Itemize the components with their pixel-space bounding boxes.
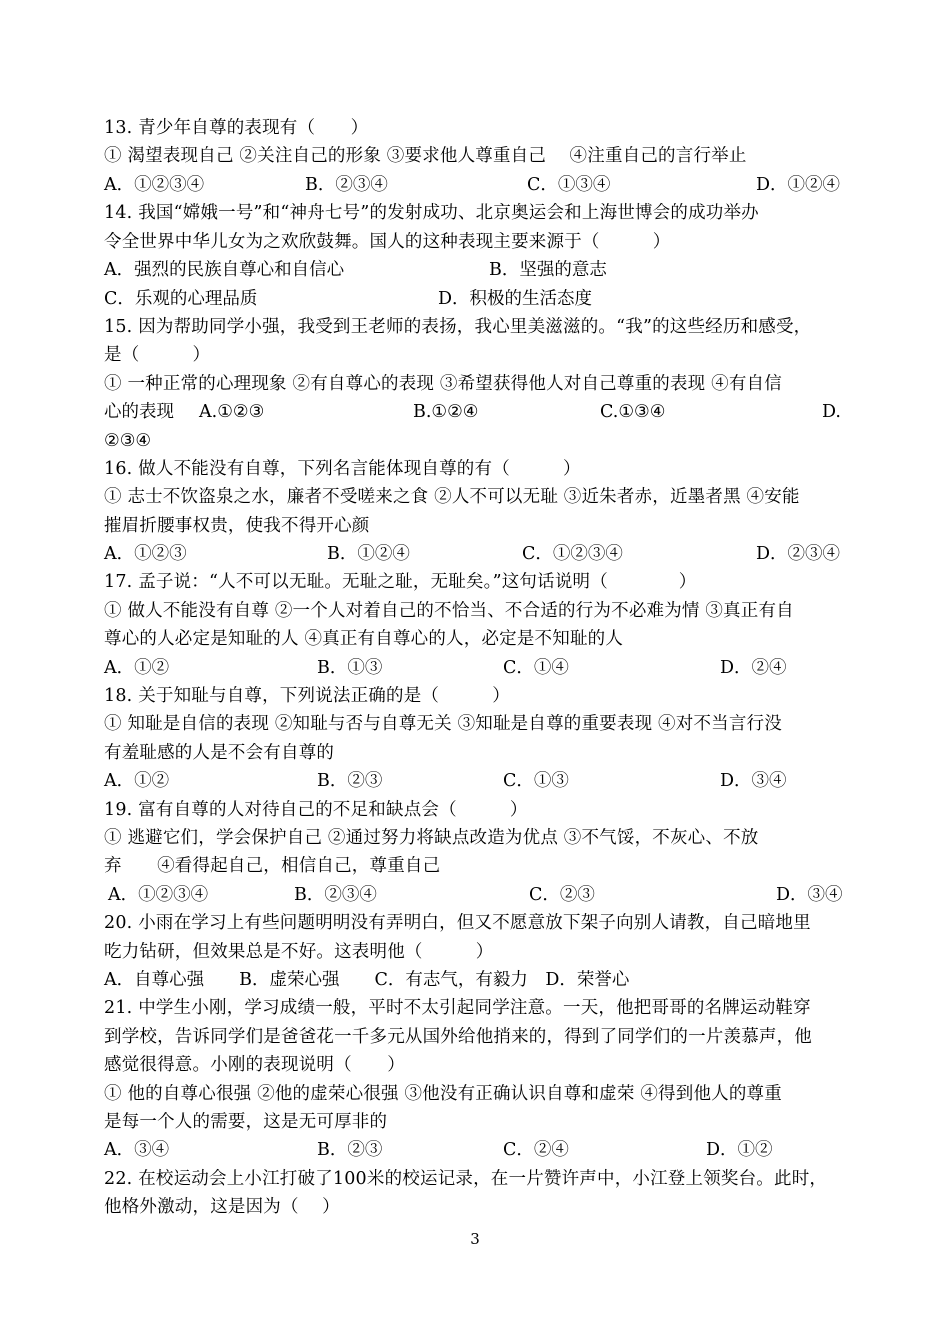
question-15-option-a: A.①②③ [199,402,265,422]
question-22-stem-line2: 他格外激动，这是因为（ ） [104,1197,340,1217]
question-17-statements-line1: ① 做人不能没有自尊 ②一个人对着自己的不恰当、不合适的行为不必难为情 ③真正有自 [104,601,794,621]
question-15-option-c: C.①③④ [600,402,666,422]
question-16-option-c: C．①②③④ [522,544,623,564]
question-21-stem-line2: 到学校，告诉同学们是爸爸花一千多元从国外给他捎来的，得到了同学们的一片羡慕声，他 [104,1027,812,1047]
question-21-stem-line3: 感觉很得意。小刚的表现说明（ ） [104,1055,405,1075]
question-22-stem-line1: 22. 在校运动会上小江打破了100米的校运记录，在一片赞许声中，小江登上领奖台。此时， [104,1169,828,1189]
question-13-stem: 13. 青少年自尊的表现有（ ） [104,118,369,138]
question-15-statements-cont: 心的表现 [104,402,174,422]
question-15-stem-line2: 是（ ） [104,345,211,365]
question-14-option-d: D．积极的生活态度 [438,289,593,309]
question-16-statements-line2: 摧眉折腰事权贵，使我不得开心颜 [104,516,370,536]
question-15-option-d-value: ②③④ [104,431,152,451]
question-21-option-d: D．①② [706,1140,773,1160]
question-14-option-a: A．强烈的民族自尊心和自信心 [104,260,345,280]
question-14-option-b: B．坚强的意志 [489,260,607,280]
question-18-option-b: B．②③ [317,771,383,791]
question-16-option-a: A．①②③ [104,544,187,564]
question-15-option-b: B.①②④ [413,402,479,422]
question-18-option-c: C．①③ [503,771,569,791]
question-21-option-a: A．③④ [104,1140,170,1160]
question-21-statements-line2: 是每一个人的需要，这是无可厚非的 [104,1112,388,1132]
question-16-stem: 16. 做人不能没有自尊，下列名言能体现自尊的有（ ） [104,459,581,479]
question-17-option-d: D．②④ [720,658,787,678]
question-17-statements-line2: 尊心的人必定是知耻的人 ④真正有自尊心的人，必定是不知耻的人 [104,629,624,649]
question-15-stem-line1: 15. 因为帮助同学小强，我受到王老师的表扬，我心里美滋滋的。“我”的这些经历和感受， [104,317,812,337]
question-19-option-d: D．③④ [776,885,843,905]
question-19-option-b: B．②③④ [294,885,377,905]
question-17-stem: 17. 孟子说：“人不可以无耻。无耻之耻，无耻矣。”这句话说明（ ） [104,572,697,592]
page-number: 3 [470,1230,480,1248]
question-13-option-c: C．①③④ [527,175,611,195]
question-18-statements-line2: 有羞耻感的人是不会有自尊的 [104,743,335,763]
question-14-stem-line1: 14. 我国“嫦娥一号”和“神舟七号”的发射成功、北京奥运会和上海世博会的成功举办 [104,203,759,223]
question-14-option-c: C．乐观的心理品质 [104,289,258,309]
question-21-option-b: B．②③ [317,1140,383,1160]
question-21-option-c: C．②④ [503,1140,569,1160]
question-19-stem: 19. 富有自尊的人对待自己的不足和缺点会（ ） [104,800,528,820]
question-13-option-a: A．①②③④ [104,175,205,195]
question-19-option-a: A．①②③④ [108,885,209,905]
question-17-option-b: B．①③ [317,658,383,678]
question-16-statements-line1: ① 志士不饮盗泉之水，廉者不受嗟来之食 ②人不可以无耻 ③近朱者赤，近墨者黑 ④安能 [104,487,800,507]
question-17-option-c: C．①④ [503,658,569,678]
question-20-options: A．自尊心强 B．虚荣心强 C．有志气，有毅力 D．荣誉心 [104,970,630,990]
question-21-stem-line1: 21. 中学生小刚，学习成绩一般，平时不太引起同学注意。一天，他把哥哥的名牌运动鞋穿 [104,998,811,1018]
question-18-option-a: A．①② [104,771,170,791]
question-20-stem-line1: 20. 小雨在学习上有些问题明明没有弄明白，但又不愿意放下架子向别人请教，自己暗地里 [104,913,811,933]
question-14-stem-line2: 令全世界中华儿女为之欢欣鼓舞。国人的这种表现主要来源于（ ） [104,232,671,252]
question-18-option-d: D．③④ [720,771,787,791]
question-19-statements-line2: 弃 ④看得起自己，相信自己，尊重自己 [104,856,441,876]
question-13-option-d: D．①②④ [756,175,841,195]
question-16-option-d: D．②③④ [756,544,841,564]
question-15-statements: ① 一种正常的心理现象 ②有自尊心的表现 ③希望获得他人对自己尊重的表现 ④有自信 [104,374,782,394]
question-19-option-c: C．②③ [529,885,595,905]
question-18-stem: 18. 关于知耻与自尊，下列说法正确的是（ ） [104,686,510,706]
question-21-statements-line1: ① 他的自尊心很强 ②他的虚荣心很强 ③他没有正确认识自尊和虚荣 ④得到他人的尊重 [104,1084,782,1104]
question-13-statements: ① 渴望表现自己 ②关注自己的形象 ③要求他人尊重自己 ④注重自己的言行举止 [104,146,747,166]
question-17-option-a: A．①② [104,658,170,678]
question-15-option-d: D. [822,402,841,422]
question-20-stem-line2: 吃力钻研，但效果总是不好。这表明他（ ） [104,942,494,962]
question-18-statements-line1: ① 知耻是自信的表现 ②知耻与否与自尊无关 ③知耻是自尊的重要表现 ④对不当言行没 [104,714,782,734]
question-19-statements-line1: ① 逃避它们，学会保护自己 ②通过努力将缺点改造为优点 ③不气馁，不灰心、不放 [104,828,759,848]
question-16-option-b: B．①②④ [327,544,410,564]
question-13-option-b: B．②③④ [305,175,388,195]
